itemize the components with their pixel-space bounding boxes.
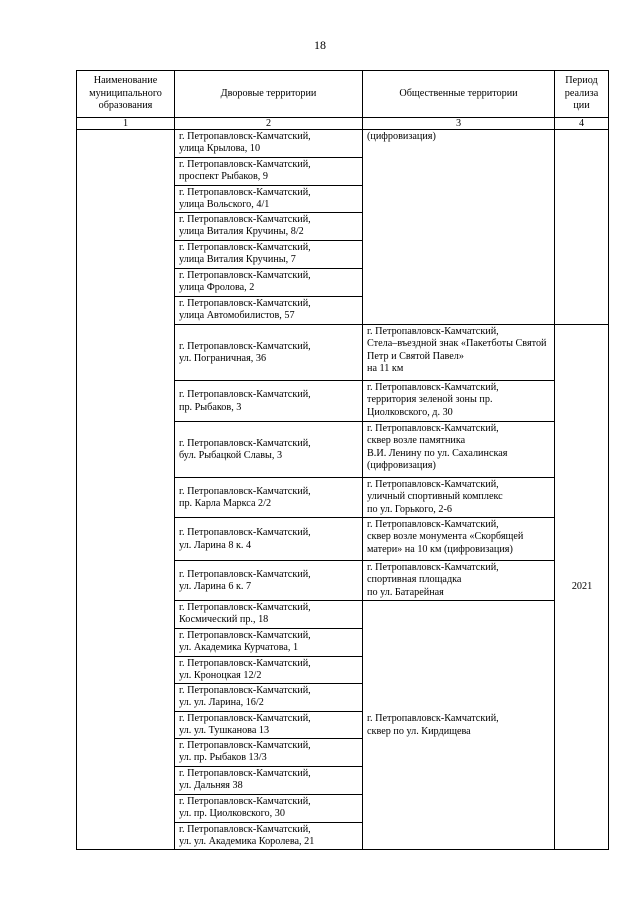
yard-territory-row [174, 517, 363, 561]
period-cell-empty [554, 129, 609, 325]
yard-territory-row-text: г. Петропавловск-Камчатский, бул. Рыбацкой Славы, 3 [179, 437, 311, 461]
yard-territory-row: г. Петропавловск-Камчатский, улица Вольского, 4/1 [174, 185, 363, 213]
yard-territory-row: г. Петропавловск-Камчатский, ул. ул. Ларина, 16/2 [174, 683, 363, 712]
header-municipality: Наименование муниципального образования [76, 70, 175, 118]
column-number-1: 1 [76, 117, 175, 130]
yard-territory-row: г. Петропавловск-Камчатский, ул. Кроноцкая 12/2 [174, 656, 363, 684]
yard-territory-row: г. Петропавловск-Камчатский, ул. пр. Циолковского, 30 [174, 794, 363, 823]
yard-territory-row: г. Петропавловск-Камчатский, ул. ул. Академика Королева, 21 [174, 822, 363, 850]
yard-territory-row: г. Петропавловск-Камчатский, улица Виталия Кручины, 8/2 [174, 212, 363, 241]
period-cell-text: 2021 [571, 581, 593, 593]
yard-territory-row-text: г. Петропавловск-Камчатский, ул. Ларина 6 к. 7 [179, 568, 311, 592]
yard-territory-row [174, 380, 363, 422]
header-public-territories: Общественные территории [362, 70, 555, 118]
header-yard-territories: Дворовые территории [174, 70, 363, 118]
public-territory-row: г. Петропавловск-Камчатский, сквер возле монумента «Скорбящей матери» на 10 км (цифровизация) [362, 517, 555, 561]
public-territory-row: г. Петропавловск-Камчатский, Стела–въездной знак «Пакетботы Святой Петр и Святой Павел» на 11 км [362, 324, 555, 381]
yard-territory-row: г. Петропавловск-Камчатский, проспект Рыбаков, 9 [174, 157, 363, 186]
yard-territory-row: г. Петропавловск-Камчатский, ул. пр. Рыбаков 13/3 [174, 738, 363, 767]
public-territory-row: (цифровизация) [362, 129, 555, 325]
municipality-cell [76, 129, 175, 850]
yard-territory-row [174, 421, 363, 478]
yard-territory-row: г. Петропавловск-Камчатский, ул. Дальняя 38 [174, 766, 363, 795]
public-territory-row: г. Петропавловск-Камчатский, сквер возле памятника В.И. Ленину по ул. Сахалинская (цифровизация) [362, 421, 555, 478]
column-number-3: 3 [362, 117, 555, 130]
public-territory-row: г. Петропавловск-Камчатский, уличный спортивный комплекс по ул. Горького, 2-6 [362, 477, 555, 518]
yard-territory-row [174, 477, 363, 518]
yard-territory-row: г. Петропавловск-Камчатский, ул. ул. Тушканова 13 [174, 711, 363, 739]
public-territory-row-text: г. Петропавловск-Камчатский, сквер по ул. Кирдищева [367, 713, 499, 737]
column-number-4: 4 [554, 117, 609, 130]
public-territory-row: г. Петропавловск-Камчатский, спортивная площадка по ул. Батарейная [362, 560, 555, 601]
column-number-2: 2 [174, 117, 363, 130]
yard-territory-row [174, 560, 363, 601]
public-territory-row: г. Петропавловск-Камчатский, территория зеленой зоны пр. Циолковского, д. 30 [362, 380, 555, 422]
yard-territory-row: г. Петропавловск-Камчатский, улица Автомобилистов, 57 [174, 296, 363, 325]
yard-territory-row-text: г. Петропавловск-Камчатский, ул. Ларина 8 к. 4 [179, 527, 311, 551]
yard-territory-row-text: г. Петропавловск-Камчатский, пр. Рыбаков, 3 [179, 389, 311, 413]
public-territory-row [362, 600, 555, 850]
header-period: Период реализа ции [554, 70, 609, 118]
yard-territory-row [174, 324, 363, 381]
yard-territory-row: г. Петропавловск-Камчатский, улица Крылова, 10 [174, 129, 363, 158]
yard-territory-row: г. Петропавловск-Камчатский, улица Виталия Кручины, 7 [174, 240, 363, 269]
page-number: 18 [314, 38, 326, 52]
yard-territory-row: г. Петропавловск-Камчатский, улица Фролова, 2 [174, 268, 363, 297]
yard-territory-row: г. Петропавловск-Камчатский, ул. Академика Курчатова, 1 [174, 628, 363, 657]
yard-territory-row: г. Петропавловск-Камчатский, Космический пр., 18 [174, 600, 363, 629]
period-cell [554, 324, 609, 850]
yard-territory-row-text: г. Петропавловск-Камчатский, ул. Пограничная, 36 [179, 340, 311, 364]
yard-territory-row-text: г. Петропавловск-Камчатский, пр. Карла Маркса 2/2 [179, 485, 311, 509]
